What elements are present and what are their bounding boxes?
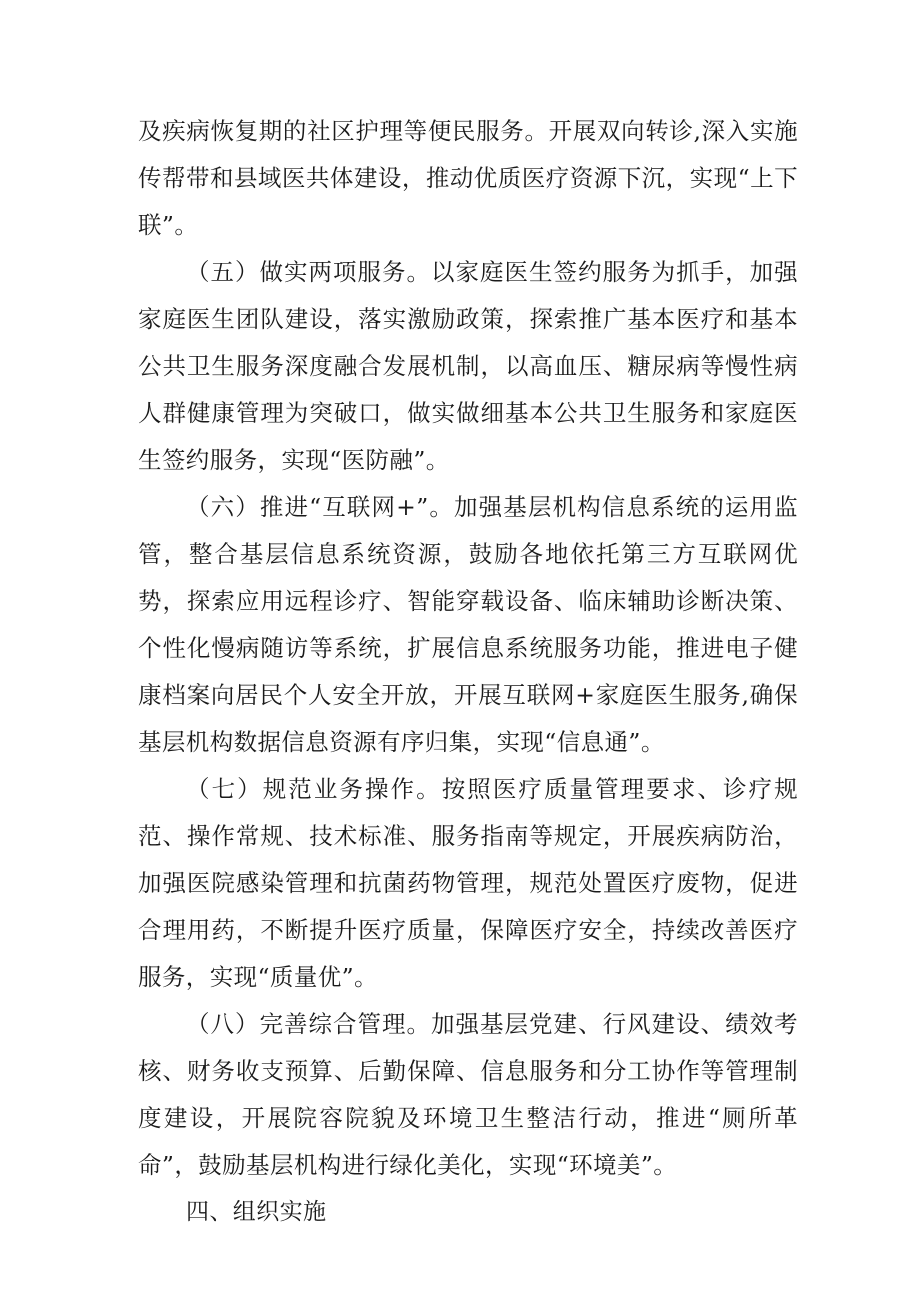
paragraph-section-6: （六）推进“互联网+”。加强基层机构信息系统的运用监管，整合基层信息系统资源，鼓励各地依托第三方互联网优势，探索应用远程诊疗、智能穿载设备、临床辅助诊断决策、个性化慢病随访等系统，扩展信息系统服务功能，推进电子健康档案向居民个人安全开放，开展互联网+家庭医生服务,确保基层机构数据信息资源有序归集，实现“信息通”。 [138,493,798,756]
document-body [138,108,798,1236]
paragraph-section-7: （七）规范业务操作。按照医疗质量管理要求、诊疗规范、操作常规、技术标准、服务指南等规定，开展疾病防治，加强医院感染管理和抗菌药物管理，规范处置医疗废物，促进合理用药，不断提升医疗质量，保障医疗安全，持续改善医疗服务，实现“质量优”。 [138,775,798,991]
paragraph-section-5: （五）做实两项服务。以家庭医生签约服务为抓手，加强家庭医生团队建设，落实激励政策，探索推广基本医疗和基本公共卫生服务深度融合发展机制，以高血压、糖尿病等慢性病人群健康管理为突破口，做实做细基本公共卫生服务和家庭医生签约服务，实现“医防融”。 [138,258,798,474]
paragraph-section-8: （八）完善综合管理。加强基层党建、行风建设、绩效考核、财务收支预算、后勤保障、信息服务和分工协作等管理制度建设，开展院容院貌及环境卫生整洁行动，推进“厕所革命”，鼓励基层机构进行绿化美化，实现“环境美”。 [138,1010,798,1179]
section-heading-organization: 四、组织实施 [186,1199,327,1225]
paragraph-continuation: 及疾病恢复期的社区护理等便民服务。开展双向转诊,深入实施传帮带和县域医共体建设，推动优质医疗资源下沉，实现“上下联”。 [138,117,798,239]
